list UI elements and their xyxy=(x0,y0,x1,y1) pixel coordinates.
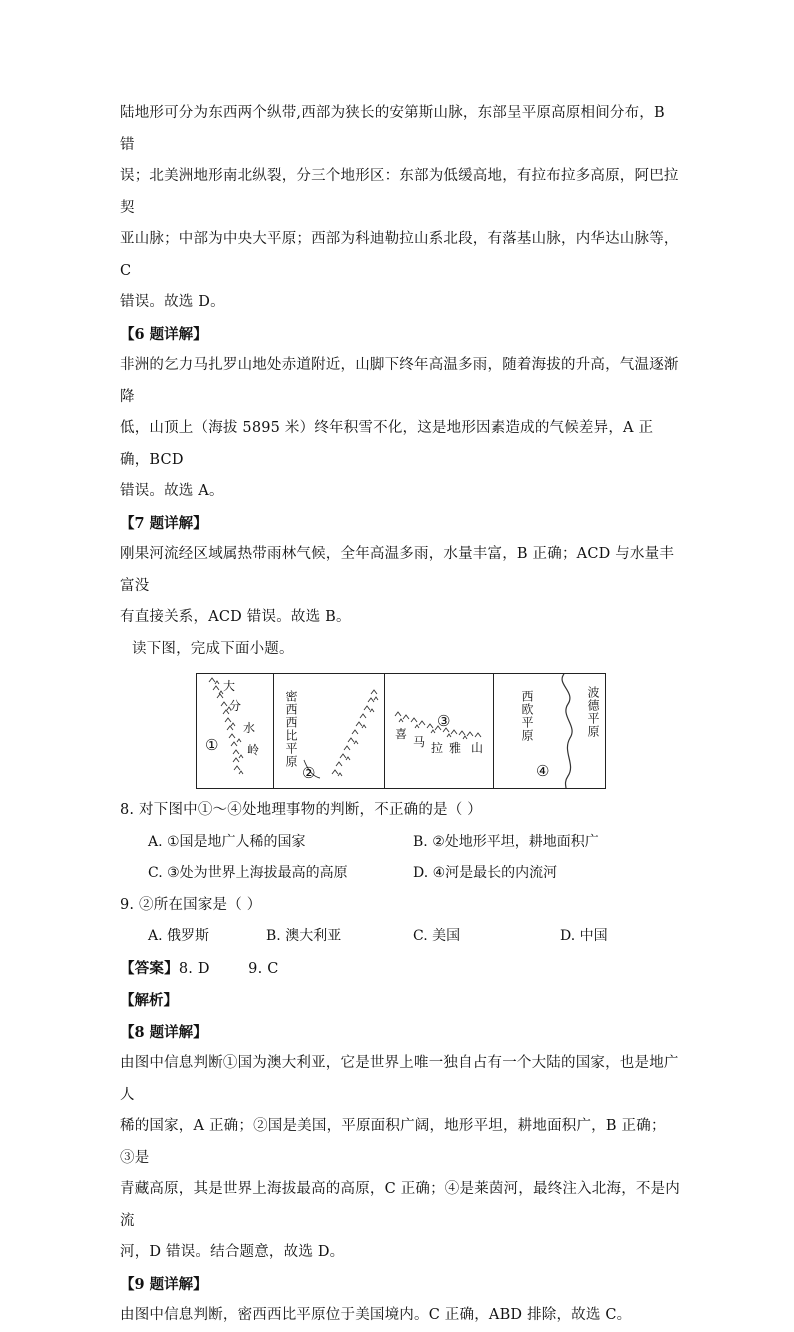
q9-stem: 9. ②所在国家是（ ） xyxy=(120,896,262,913)
q9-option-a[interactable]: A. 俄罗斯 xyxy=(148,928,210,944)
q8-explanation xyxy=(120,1048,680,1269)
label-ma: 马 xyxy=(413,735,426,749)
label-polish-plain: 波德平原 xyxy=(586,686,600,738)
q8-options-row-2 xyxy=(120,858,680,890)
text-line: 由图中信息判断，密西西比平原位于美国境内。C 正确，ABD 排除，故选 C。 xyxy=(120,1307,632,1323)
q7-explanation xyxy=(120,539,680,634)
q8-detail-heading: 【8 题详解】 xyxy=(120,1023,208,1041)
text-line: 陆地形可分为东西两个纵带,西部为狭长的安第斯山脉，东部呈平原高原相间分布，B 错 xyxy=(120,105,665,153)
label-la: 拉 xyxy=(431,741,444,755)
answer-label: 【答案】 xyxy=(120,959,179,977)
q6-heading: 【6 题详解】 xyxy=(120,325,208,343)
q9-detail-heading: 【9 题详解】 xyxy=(120,1275,208,1293)
marker-3: ③ xyxy=(437,712,451,730)
label-fen: 分 xyxy=(229,699,242,713)
label-ya: 雅 xyxy=(449,741,462,755)
marker-2: ② xyxy=(302,764,316,782)
text-line: 稀的国家，A 正确；②国是美国，平原面积广阔，地形平坦，耕地面积广，B 正确；③是 xyxy=(120,1118,666,1166)
text-line: 由图中信息判断①国为澳大利亚，它是世界上唯一独自占有一个大陆的国家，也是地广人 xyxy=(120,1055,679,1103)
map-figure xyxy=(196,673,606,789)
q8-option-d[interactable]: D. ④河是最长的内流河 xyxy=(413,865,558,881)
text-line: 亚山脉；中部为中央大平原；西部为科迪勒拉山系北段，有落基山脉，内华达山脉等，C xyxy=(120,231,679,279)
text-line: 低，山顶上（海拔 5895 米）终年积雪不化，这是地形因素造成的气候差异，A 正确，BCD xyxy=(120,420,654,468)
intro-paragraph xyxy=(120,98,680,319)
analysis-label: 【解析】 xyxy=(120,992,178,1009)
marker-1: ① xyxy=(205,736,219,754)
label-shui: 水 xyxy=(243,721,256,735)
text-line: 错误。故选 A。 xyxy=(120,483,224,499)
q6-explanation xyxy=(120,350,680,508)
q8-option-a[interactable]: A. ①国是地广人稀的国家 xyxy=(148,833,306,850)
text-line: 非洲的乞力马扎罗山地处赤道附近，山脚下终年高温多雨，随着海拔的升高，气温逐渐降 xyxy=(120,357,679,405)
text-line: 误；北美洲地形南北纵裂，分三个地形区：东部为低缓高地，有拉布拉多高原，阿巴拉契 xyxy=(120,168,679,216)
label-xi: 喜 xyxy=(395,727,408,741)
q8-stem: 8. 对下图中①～④处地理事物的判断，不正确的是（ ） xyxy=(120,802,482,818)
label-shan: 山 xyxy=(471,741,484,755)
document-page xyxy=(120,98,680,1332)
figure-panel-2 xyxy=(274,674,385,788)
q9-option-b[interactable]: B. 澳大利亚 xyxy=(266,928,342,944)
q9-options-row xyxy=(120,921,680,953)
q9-option-c[interactable]: C. 美国 xyxy=(413,928,461,944)
answer-line xyxy=(120,953,680,986)
text-line: 河，D 错误。结合题意，故选 D。 xyxy=(120,1244,345,1260)
figure-panel-1 xyxy=(197,674,274,788)
label-ling: 岭 xyxy=(247,743,260,757)
q9-explanation xyxy=(120,1300,680,1332)
figure-panel-3 xyxy=(385,674,494,788)
text-line: 有直接关系，ACD 错误。故选 B。 xyxy=(120,609,351,625)
marker-4: ④ xyxy=(536,762,550,780)
text-line: 错误。故选 D。 xyxy=(120,294,225,310)
q8-option-b[interactable]: B. ②处地形平坦，耕地面积广 xyxy=(413,833,599,850)
label-west-europe-plain: 西欧平原 xyxy=(520,690,534,742)
label-mississippi-plain: 密西西比平原 xyxy=(284,690,298,768)
q8-options-row-1 xyxy=(120,827,680,859)
answer-value: 8. D 9. C xyxy=(178,960,279,977)
label-da: 大 xyxy=(223,679,236,693)
q8-option-c[interactable]: C. ③处为世界上海拔最高的高原 xyxy=(148,865,348,881)
figure-panel-4 xyxy=(494,674,605,788)
read-prompt: 读下图，完成下面小题。 xyxy=(132,640,294,657)
text-line: 刚果河流经区域属热带雨林气候，全年高温多雨，水量丰富，B 正确；ACD 与水量丰富没 xyxy=(120,546,675,594)
text-line: 青藏高原，其是世界上海拔最高的高原，C 正确；④是莱茵河，最终注入北海，不是内流 xyxy=(120,1181,681,1229)
q9-option-d[interactable]: D. 中国 xyxy=(560,928,608,944)
q7-heading: 【7 题详解】 xyxy=(120,514,208,532)
